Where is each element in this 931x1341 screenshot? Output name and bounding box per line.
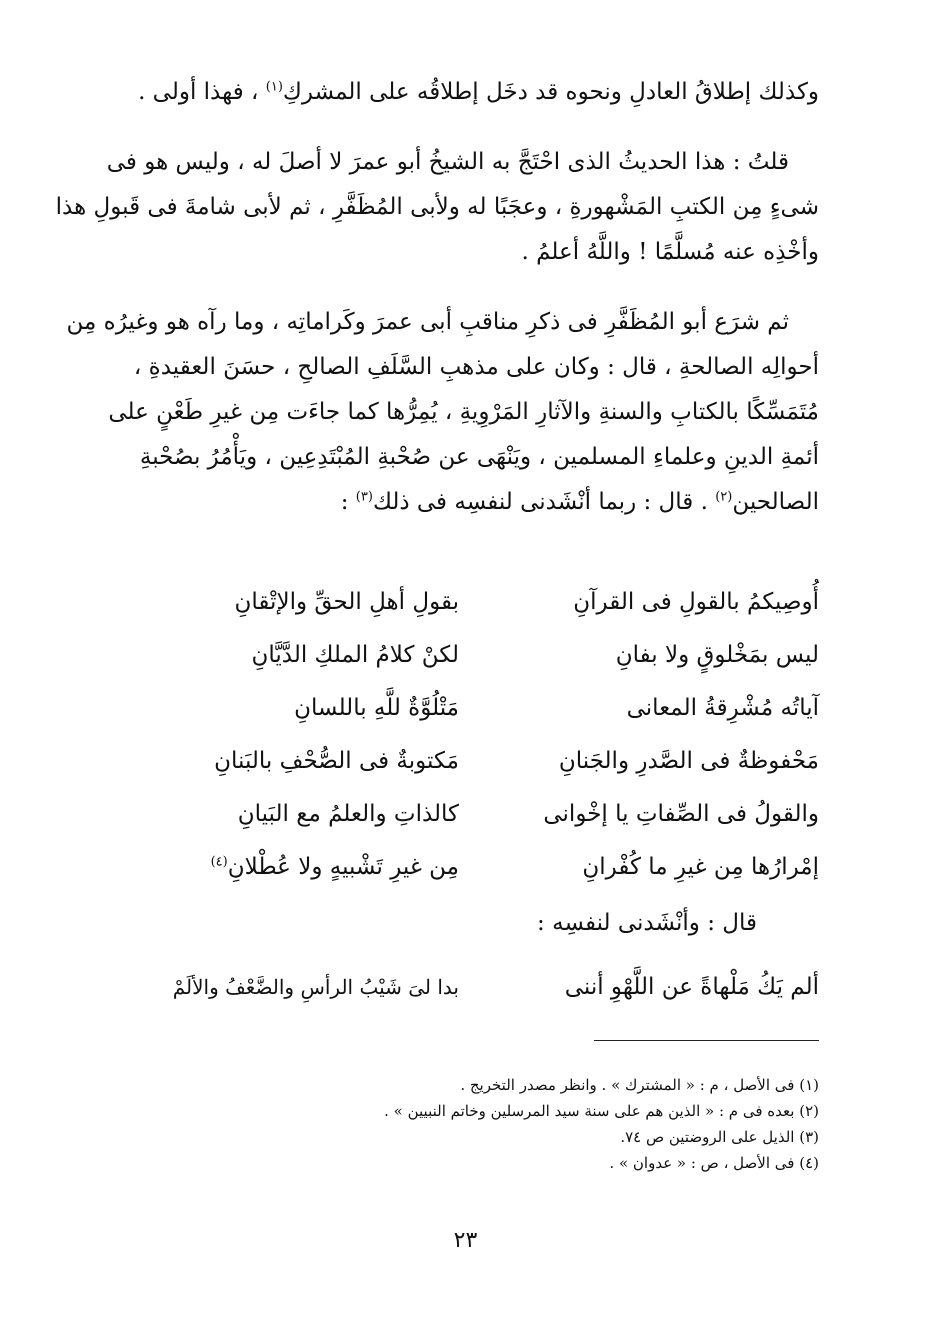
verse-second-hemistich: بدا لىَ شَيْبُ الرأسِ والضَّعْفُ والألَمْ: [172, 974, 459, 999]
verse-first-hemistich: آياتُه مُشْرِقةُ المعانى: [626, 694, 819, 721]
verse-first-hemistich: ألم يَكُ مَلْهاةً عن اللَّهْوِ أننى: [564, 973, 819, 1000]
footnote-ref-2[interactable]: (٢): [715, 489, 733, 505]
paragraph-line: وأخْذِه عنه مُسلَّمًا ! واللَّهُ أعلمُ .: [521, 239, 819, 265]
footnote-ref-4[interactable]: (٤): [210, 853, 228, 869]
footnotes: [384, 1072, 819, 1176]
footnote-ref-3[interactable]: (٣): [355, 489, 373, 505]
verse-row: [112, 840, 819, 893]
verse-row: [112, 681, 819, 734]
poem-1: [112, 575, 819, 893]
verse-second-hemistich: بقولِ أهلِ الحقِّ والإتْقانِ: [234, 588, 459, 615]
page-number: ٢٣: [453, 1228, 478, 1253]
verse-first-hemistich: والقولُ فى الصِّفاتِ يا إخْوانى: [543, 800, 819, 827]
paragraph-line: ثم شرَع أبو المُظَفَّرِ فى ذكرِ مناقبِ أبى عمرَ وكَراماتِه ، وما رآه هو وغيرُه مِن: [66, 309, 789, 335]
poem-2-intro: قال : وأنْشَدنى لنفسِه :: [537, 910, 757, 936]
paragraph-line: قلتُ : هذا الحديثُ الذى احْتَجَّ به الشيخُ أبو عمرَ لا أصلَ له ، وليس هو فى: [106, 149, 789, 175]
paragraph-line: أئمةِ الدينِ وعلماءِ المسلمين ، ويَنْهَى عن صُحْبةِ المُبْتَدِعِين ، ويَأْمُرُ بصُحْبةِ: [139, 444, 819, 470]
paragraph-2: [55, 140, 819, 275]
paragraph-line: شىءٍ مِن الكتبِ المَشْهورةِ ، وعجَبًا له ولأبى المُظَفَّرِ ، ثم لأبى شامةَ فى قَبولِ هذا: [55, 194, 819, 220]
verse-first-hemistich: ليس بمَخْلوقٍ ولا بفانِ: [615, 641, 819, 668]
verse-second-hemistich: مَتْلُوَّةٌ للَّهِ باللسانِ: [294, 694, 459, 721]
text-run: وكذلك إطلاقُ العادلِ ونحوه قد دخَل إطلاقُه على المشركِ: [282, 79, 819, 105]
paragraph-3: [66, 300, 819, 525]
verse-first-hemistich: إمْرارُها مِن غيرِ ما كُفْرانِ: [582, 853, 819, 880]
verse-second-hemistich: كالذاتِ والعلمُ مع البَيانِ: [237, 800, 459, 827]
footnote: (٢) بعده فى م : « الذين هم على سنة سيد المرسلين وخاتم النبيين » .: [384, 1102, 819, 1120]
verse-first-hemistich: مَحْفوظةٌ فى الصَّدرِ والجَنانِ: [558, 747, 819, 774]
footnote-separator: [594, 1040, 819, 1041]
verse-row: [112, 628, 819, 681]
paragraph-line: [112, 480, 819, 525]
verse-row: [112, 575, 819, 628]
verse-second-hemistich: لكنْ كلامُ الملكِ الدَّيَّانِ: [251, 641, 459, 668]
text-run: مِن غيرِ تَشْبيهٍ ولا عُطْلانِ: [227, 853, 459, 880]
verse-second-hemistich: [114, 854, 459, 880]
text-run: :: [340, 489, 349, 515]
verse-row: [112, 787, 819, 840]
paragraph-1: [112, 70, 819, 115]
paragraph-line: [112, 70, 819, 115]
footnote: (٤) فى الأصل ، ص : « عدوان » .: [609, 1154, 819, 1172]
footnote-ref-1[interactable]: (١): [265, 79, 283, 95]
footnote: (٣) الذيل على الروضتين ص ٧٤.: [620, 1128, 819, 1146]
verse-second-hemistich: مَكتوبةٌ فى الصُّحْفِ بالبَنانِ: [214, 747, 459, 774]
verse-row: [112, 960, 819, 1013]
text-run: . قال : ربما أنْشَدنى لنفسِه فى ذلك: [372, 489, 708, 515]
footnote: (١) فى الأصل ، م : « المشترك » . وانظر مصدر التخريج .: [460, 1076, 819, 1094]
paragraph-line: مُتَمَسِّكًا بالكتابِ والسنةِ والآثارِ المَرْوِيةِ ، يُمِرُّها كما جاءَت مِن غيرِ طَعْنٍ على: [108, 399, 819, 425]
verse-first-hemistich: أُوصِيكمُ بالقولِ فى القرآنِ: [573, 588, 819, 615]
text-run: ، فهذا أولى .: [138, 79, 259, 105]
paragraph-line: أحوالِه الصالحةِ ، قال : وكان على مذهبِ السَّلَفِ الصالحِ ، حسَنَ العقيدةِ ،: [133, 354, 819, 380]
poem-2: [112, 960, 819, 1013]
text-run: الصالحين: [732, 489, 819, 515]
verse-row: [112, 734, 819, 787]
